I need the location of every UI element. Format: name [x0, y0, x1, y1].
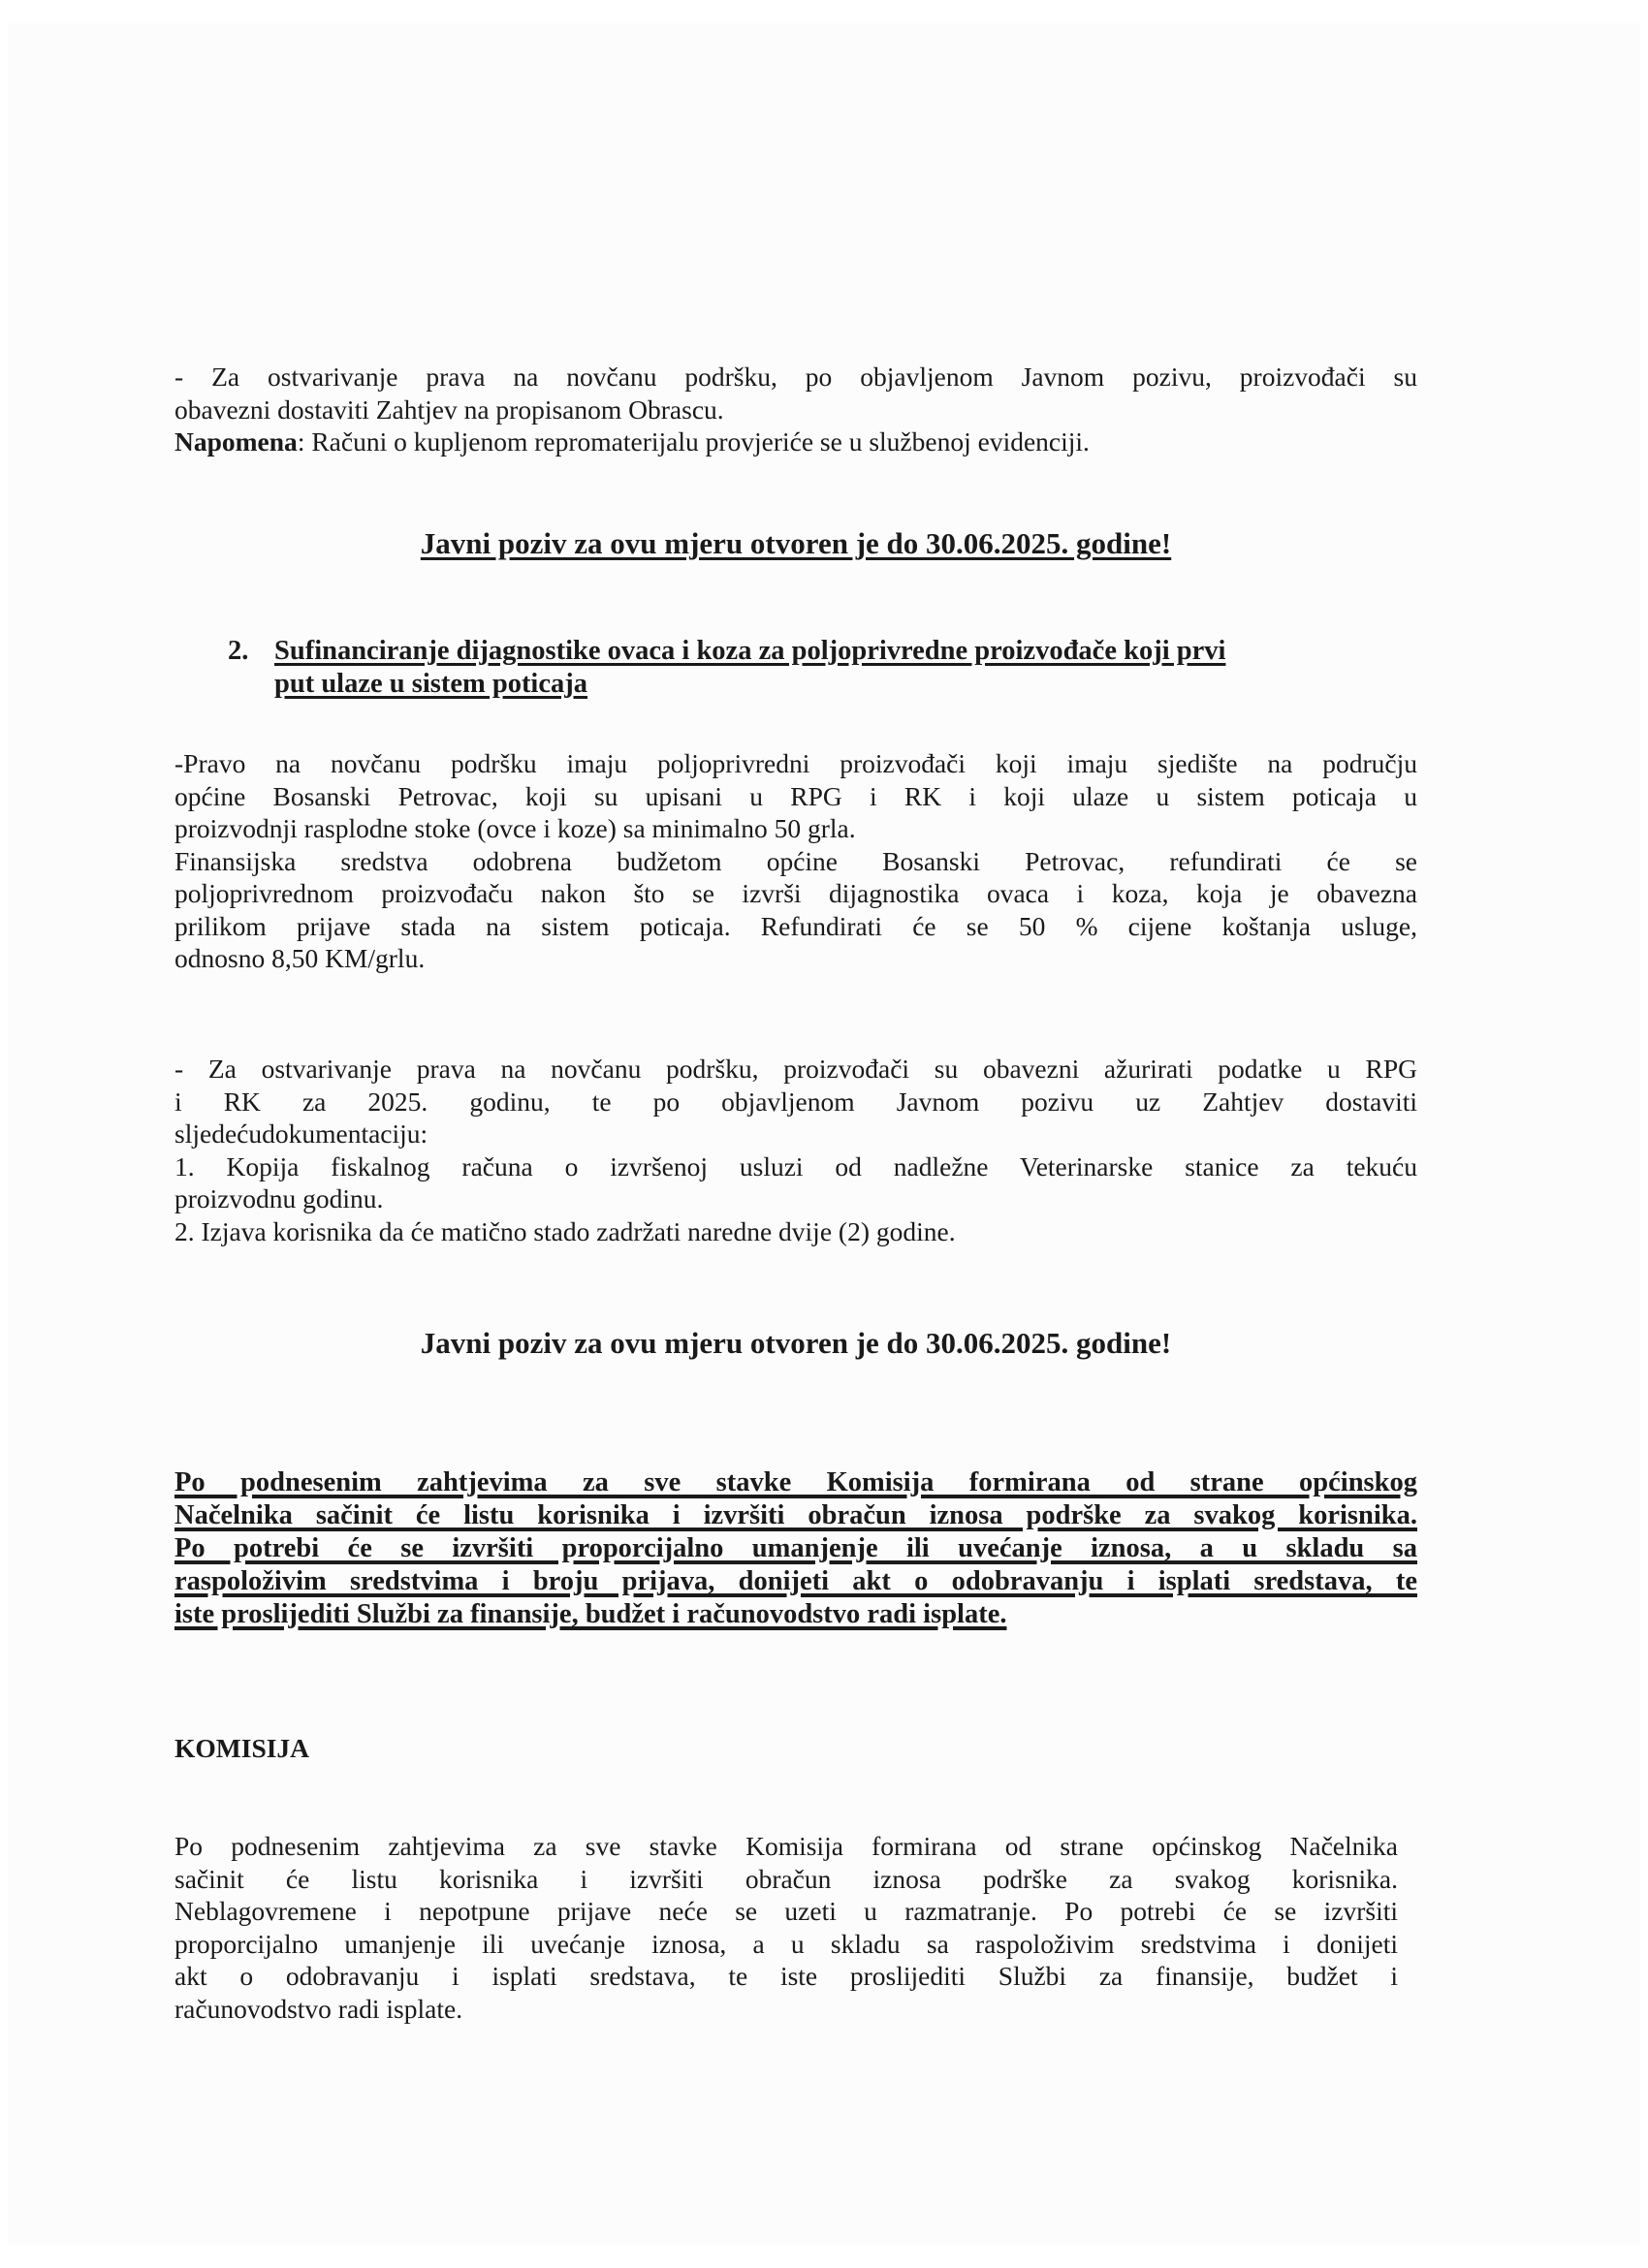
section-number: 2. [228, 636, 249, 666]
paragraph-line: proizvodnji rasplodne stoke (ovce i koze) sa minimalno 50 grla. [174, 813, 856, 843]
document-item-1-line: proizvodnu godinu. [174, 1183, 384, 1213]
paragraph-line: poljoprivrednom proizvođaču nakon što se izvrši dijagnostika ovaca i koza, koja je obavezna [174, 878, 1417, 908]
document-item-1-line: 1. Kopija fiskalnog računa o izvršenoj usluzi od nadležne Veterinarske stanice za tekuću [174, 1150, 1417, 1181]
paragraph-line: računovodstvo radi isplate. [174, 1993, 463, 2024]
deadline-text: Javni poziv za ovu mjeru otvoren je do 30.06.2025. godine! [420, 526, 1172, 560]
komisija-title: KOMISIJA [174, 1733, 310, 1763]
measure2-deadline [174, 1326, 1417, 1361]
paragraph-line: -Pravo na novčanu podršku imaju poljoprivredni proizvođači koji imaju sjedište na području [174, 748, 1417, 778]
measure2-heading [228, 635, 1420, 701]
paragraph-line: proporcijalno umanjenje ili uvećanje iznosa, a u skladu sa raspoloživim sredstvima i donijeti [174, 1928, 1398, 1959]
notice-line: Po potrebi će se izvršiti proporcijalno umanjenje ili uvećanje iznosa, a u skladu sa [174, 1533, 1417, 1563]
paragraph-line: - Za ostvarivanje prava na novčanu podršku, po objavljenom Javnom pozivu, proizvođači su [174, 362, 1417, 392]
document-item-2-line: 2. Izjava korisnika da će matično stado zadržati naredne dvije (2) godine. [174, 1215, 956, 1246]
paragraph-line: prilikom prijave stada na sistem poticaja. Refundirati će se 50 % cijene koštanja usluge, [174, 910, 1417, 941]
measure2-eligibility-paragraph [174, 747, 1417, 975]
section-title-line: Sufinanciranje dijagnostike ovaca i koza za poljoprivredne proizvođače koji prvi [274, 636, 1226, 666]
paragraph-line: - Za ostvarivanje prava na novčanu podršku, proizvođači su obavezni ažurirati podatke u RPG [174, 1054, 1417, 1084]
deadline-text: Javni poziv za ovu mjeru otvoren je do 30.06.2025. godine! [420, 1326, 1172, 1360]
section-title-line: put ulaze u sistem poticaja [274, 669, 587, 699]
paragraph-line: Neblagovremene i nepotpune prijave neće se uzeti u razmatranje. Po potrebi će se izvršiti [174, 1896, 1398, 1926]
paragraph-line: sljedećudokumentaciju: [174, 1118, 428, 1149]
paragraph-line: odnosno 8,50 KM/grlu. [174, 943, 426, 973]
paragraph-line: općine Bosanski Petrovac, koji su upisani u RPG i RK i koji ulaze u sistem poticaja u [174, 780, 1417, 811]
paragraph-line: sačinit će listu korisnika i izvršiti obračun iznosa podrške za svakog korisnika. [174, 1863, 1398, 1894]
measure2-requirements-paragraph [174, 1053, 1417, 1247]
note-text: : Računi o kupljenom repromaterijalu provjeriće se u službenoj evidenciji. [297, 426, 1090, 457]
paragraph-line: obavezni dostaviti Zahtjev na propisanom Obrascu. [174, 394, 724, 425]
measure1-deadline [174, 526, 1417, 561]
measure1-application-paragraph [174, 361, 1417, 458]
notice-line: Po podnesenim zahtjevima za sve stavke Komisija formirana od strane općinskog [174, 1467, 1417, 1497]
komisija-paragraph [174, 1830, 1398, 2025]
notice-line: Načelnika sačinit će listu korisnika i izvršiti obračun iznosa podrške za svakog korisnika. [174, 1500, 1417, 1530]
notice-line: iste proslijediti Službi za finansije, budžet i računovodstvo radi isplate. [174, 1599, 1007, 1629]
paragraph-line: akt o odobravanju i isplati sredstava, te iste proslijediti Službi za finansije, budžet i [174, 1961, 1398, 1991]
notice-line: raspoloživim sredstvima i broju prijava, donijeti akt o odobravanju i isplati sredstava, te [174, 1566, 1417, 1596]
note-label: Napomena [174, 426, 298, 457]
committee-notice [174, 1466, 1417, 1631]
paragraph-line: i RK za 2025. godinu, te po objavljenom Javnom pozivu uz Zahtjev dostaviti [174, 1086, 1417, 1117]
paragraph-line: Finansijska sredstva odobrena budžetom općine Bosanski Petrovac, refundirati će se [174, 845, 1417, 876]
paragraph-line: Po podnesenim zahtjevima za sve stavke Komisija formirana od strane općinskog Načelnika [174, 1831, 1398, 1861]
note-line [174, 425, 1417, 458]
